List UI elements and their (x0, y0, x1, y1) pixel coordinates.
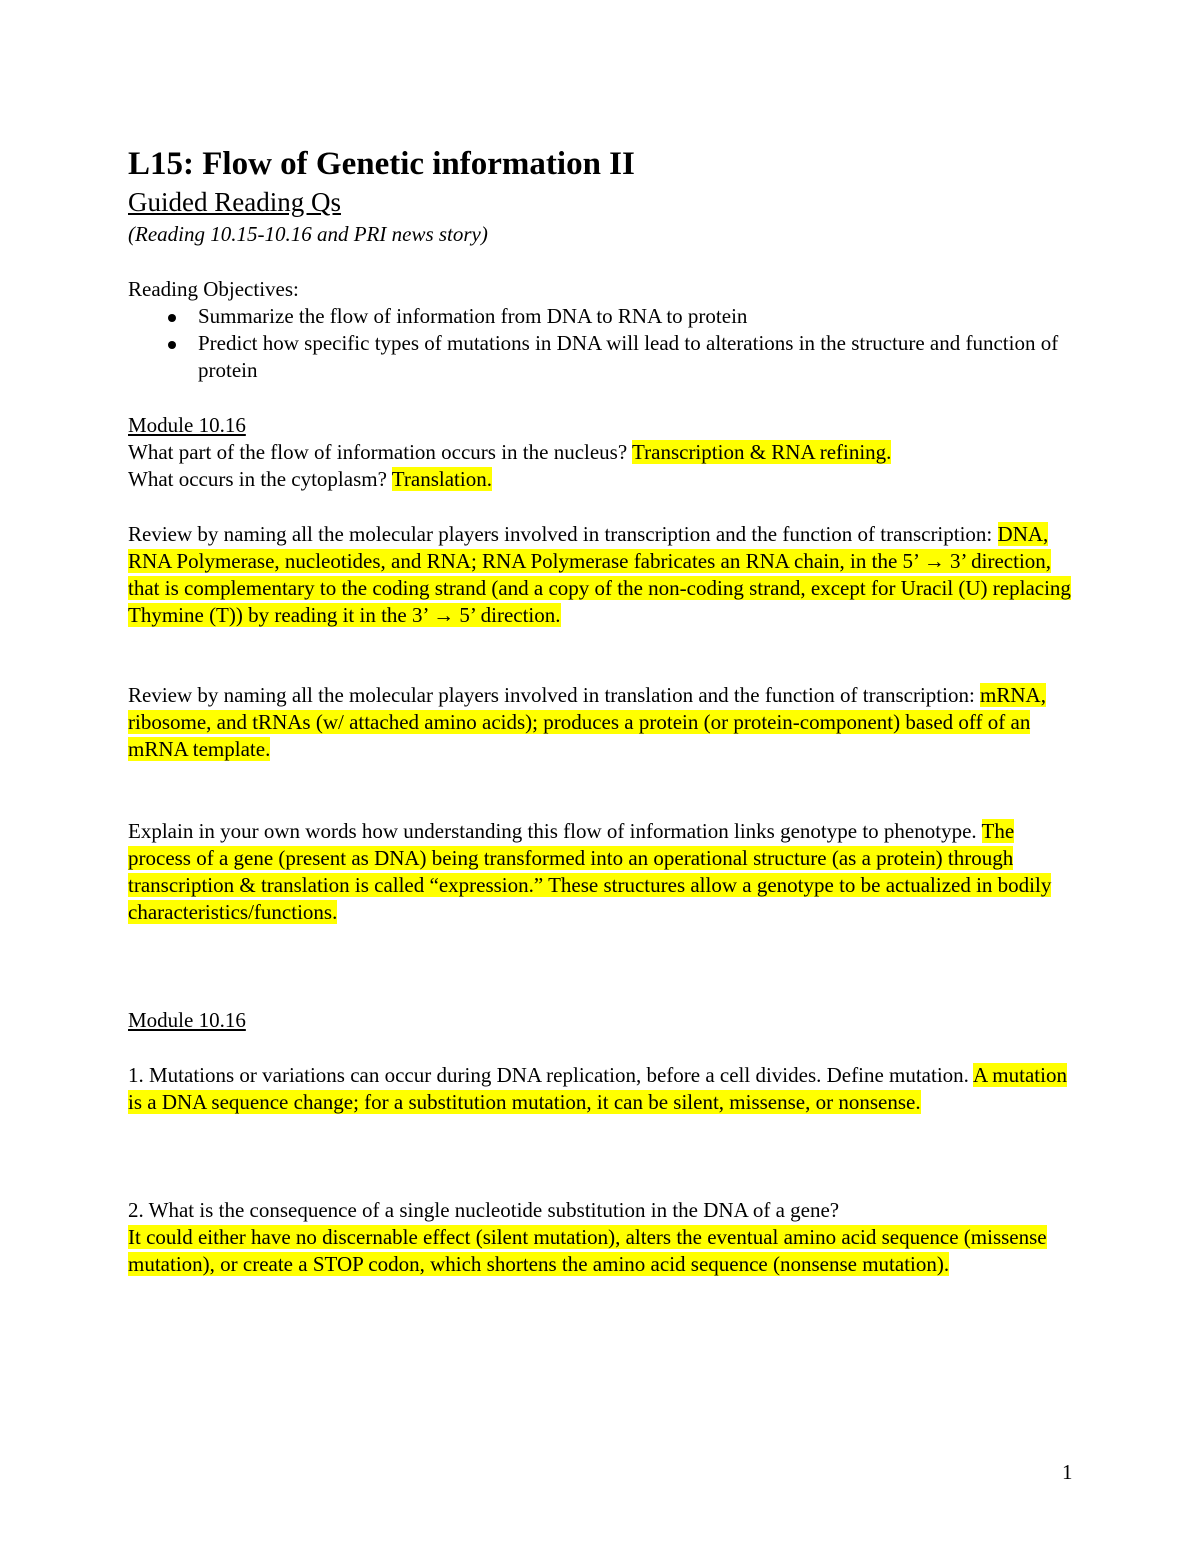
bullet-icon (168, 341, 176, 349)
section-heading: Module 10.16 (128, 413, 246, 437)
question-explain (128, 818, 1073, 926)
question-transcription (128, 521, 1073, 629)
question-text: 2. What is the consequence of a single nucleotide substitution in the DNA of a gene? (128, 1198, 840, 1222)
question-text: Review by naming all the molecular players involved in transcription and the function of transcription: (128, 522, 993, 546)
answer-text: DNA, RNA Polymerase, nucleotides, and RNA; RNA Polymerase fabricates an RNA chain, in the 5’ → 3’ direction, that is complementary to the coding strand (and a copy of the non-coding strand, except for Uracil (U) replacing Thymine (T)) by reading it in the 3’ → 5’ direction. (128, 522, 1071, 627)
question-text: What part of the flow of information occurs in the nucleus? (128, 440, 628, 464)
question-2 (128, 1197, 1073, 1278)
answer-text: The process of a gene (present as DNA) being transformed into an operational structure (as a protein) through transcription & translation is called “expression.” These structures allow a genotype to be actualized in bodily characteristics/functions. (128, 819, 1052, 924)
page-subtitle: Guided Reading Qs (128, 187, 341, 217)
question-text: Explain in your own words how understanding this flow of information links genotype to phenotype. (128, 819, 977, 843)
bullet-icon (168, 314, 176, 322)
reading-note: (Reading 10.15-10.16 and PRI news story) (128, 222, 488, 246)
answer-text: A mutation is a DNA sequence change; for a substitution mutation, it can be silent, missense, or nonsense. (128, 1063, 1067, 1114)
question-text: What occurs in the cytoplasm? (128, 467, 387, 491)
answer-text: Transcription & RNA refining. (632, 440, 892, 464)
question-nucleus (128, 439, 1073, 466)
answer-text: It could either have no discernable effect (silent mutation), alters the eventual amino acid sequence (missense mutation), or create a STOP codon, which shortens the amino acid sequence (nonsense mutation). (128, 1225, 1047, 1276)
objectives-label: Reading Objectives: (128, 277, 299, 301)
objective-item (128, 330, 1073, 384)
question-1 (128, 1062, 1073, 1116)
section-heading: Module 10.16 (128, 1008, 246, 1032)
question-cytoplasm (128, 466, 1073, 493)
objective-text: Summarize the flow of information from DNA to RNA to protein (198, 304, 748, 328)
objectives-list (128, 303, 1073, 384)
page-number: 1 (1062, 1460, 1073, 1484)
answer-text: mRNA, ribosome, and tRNAs (w/ attached amino acids); produces a protein (or protein-component) based off of an mRNA template. (128, 683, 1046, 761)
page-title: L15: Flow of Genetic information II (128, 146, 635, 182)
objective-item (128, 303, 1073, 330)
question-text: 1. Mutations or variations can occur during DNA replication, before a cell divides. Define mutation. (128, 1063, 969, 1087)
question-text: Review by naming all the molecular players involved in translation and the function of transcription: (128, 683, 975, 707)
question-translation (128, 682, 1073, 763)
answer-text: Translation. (391, 467, 492, 491)
objective-text: Predict how specific types of mutations in DNA will lead to alterations in the structure and function of protein (198, 331, 1059, 382)
